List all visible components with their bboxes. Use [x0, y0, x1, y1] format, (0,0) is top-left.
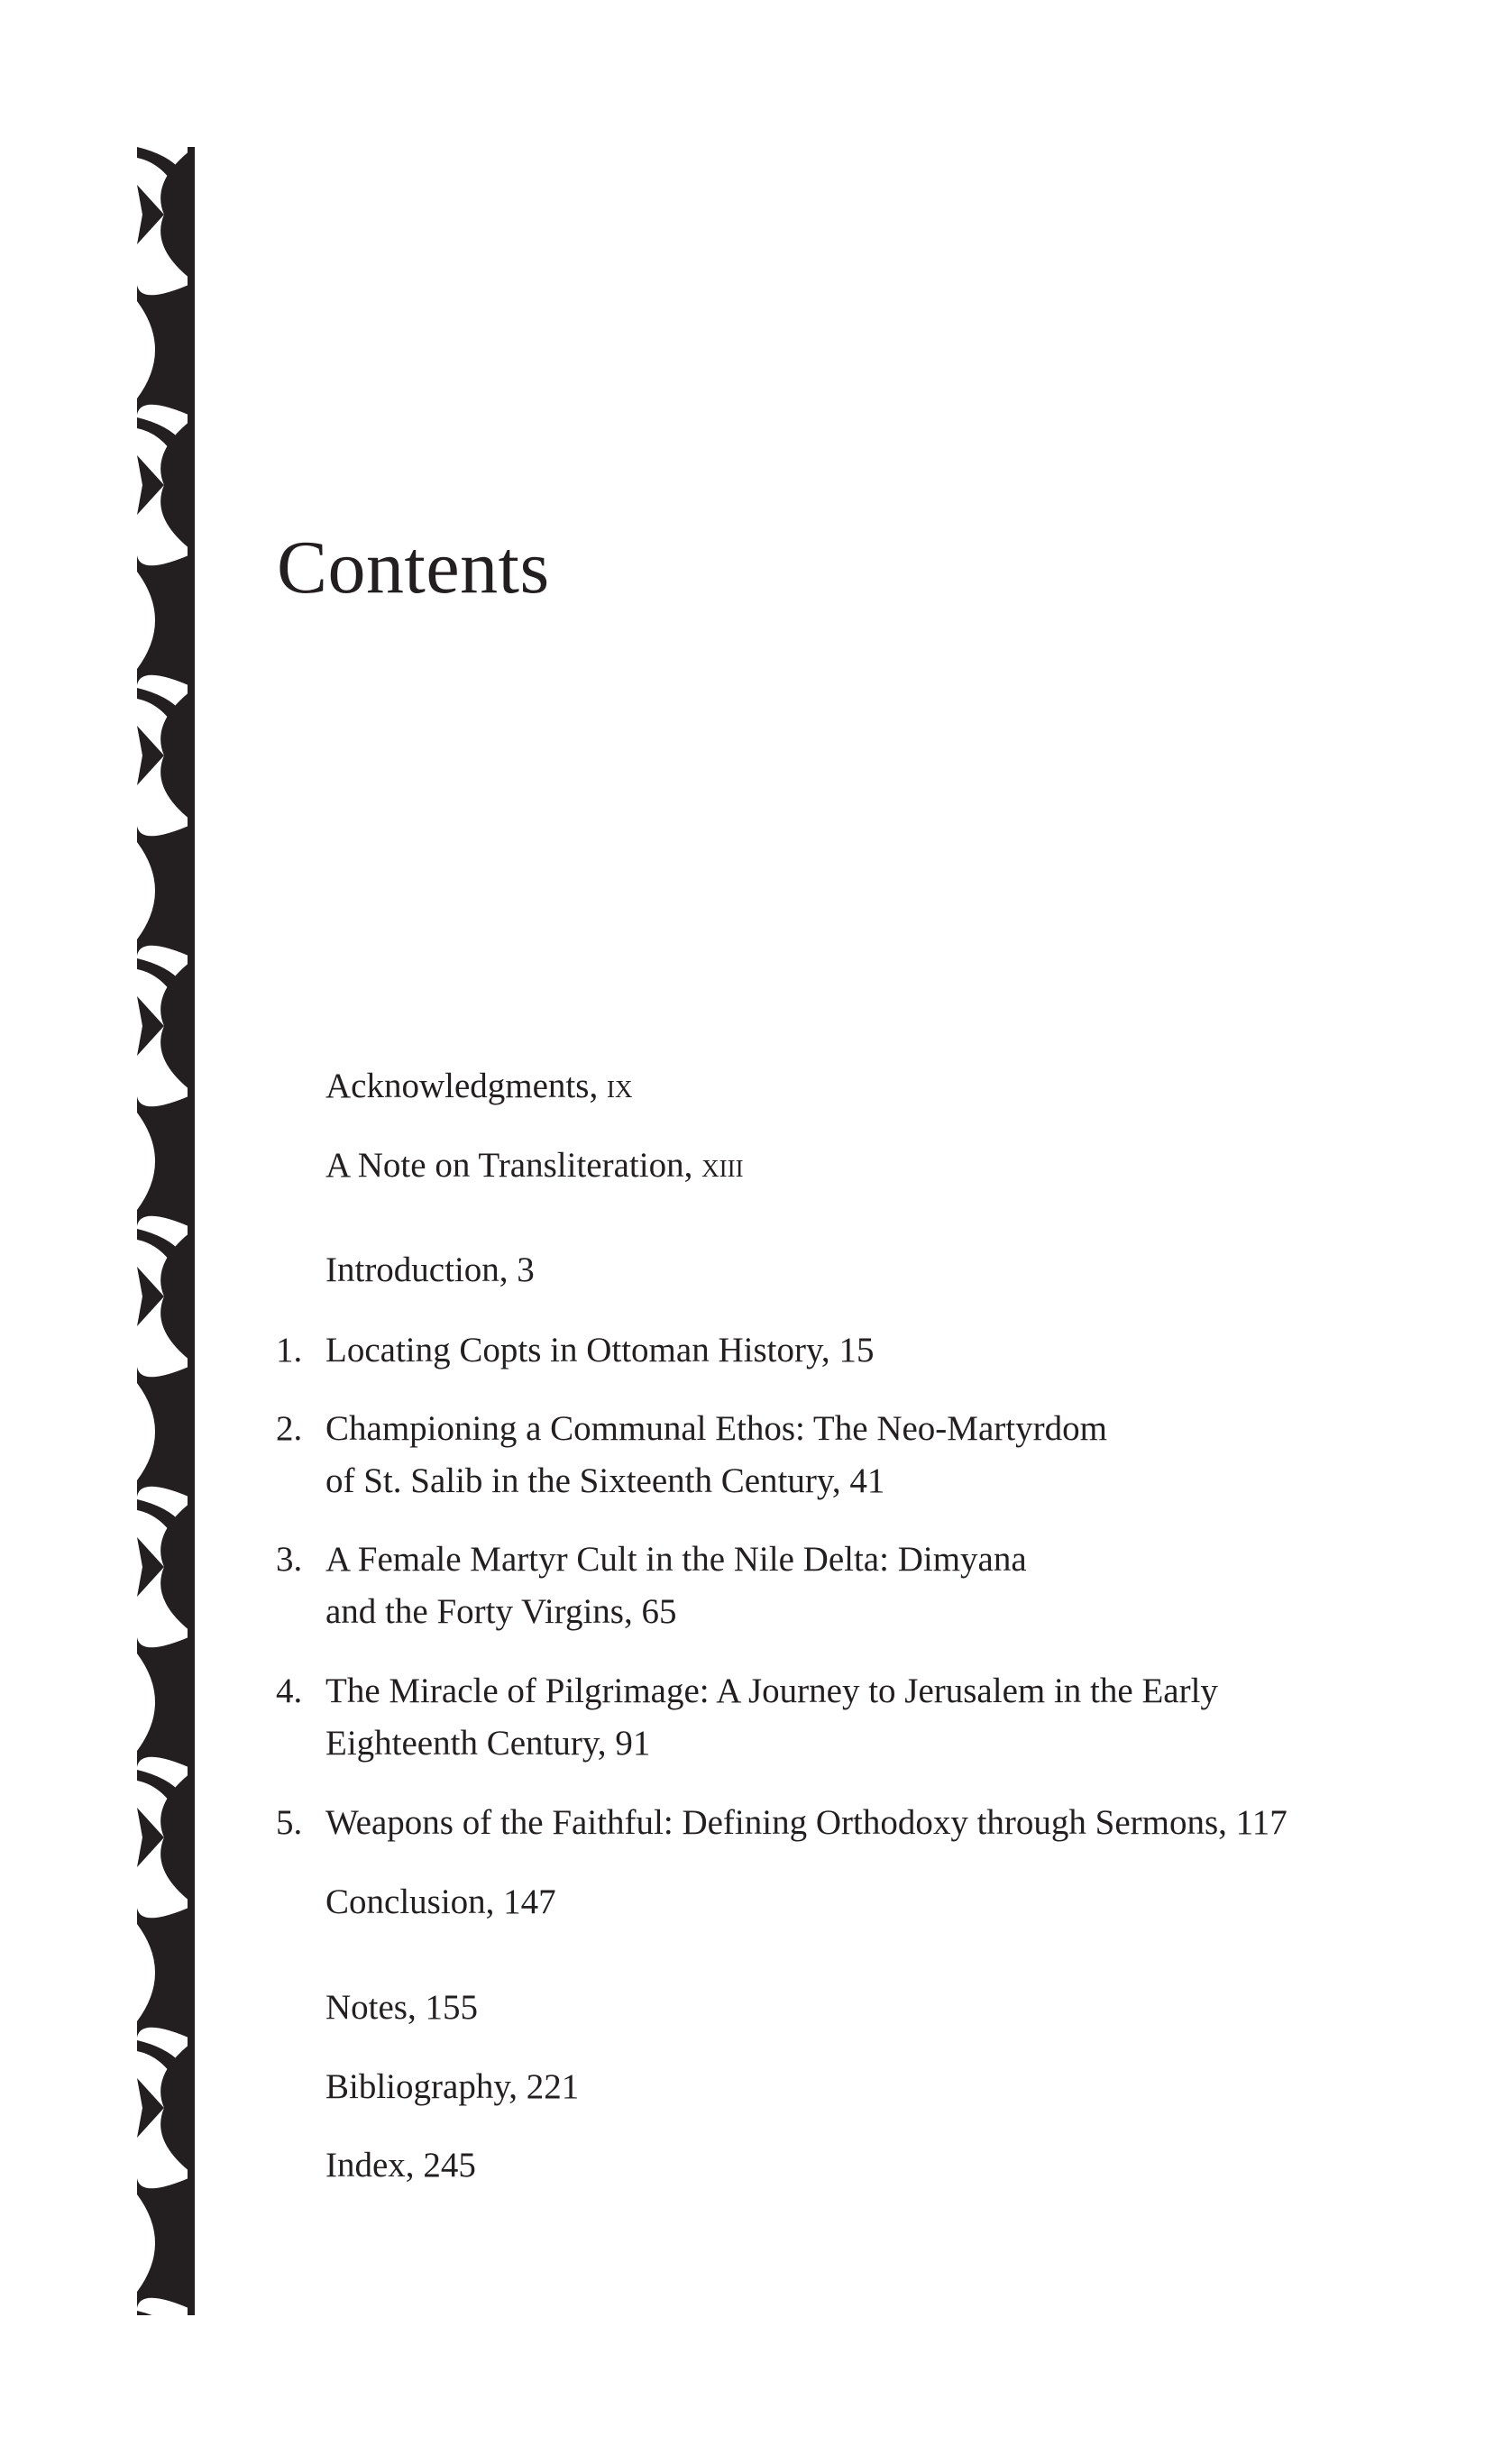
toc-entry-page: 91 — [615, 1724, 651, 1763]
toc-entry-index[interactable] — [325, 2139, 476, 2192]
toc-entry-page: xiii — [701, 1146, 744, 1185]
chapter-number: 2. — [276, 1409, 303, 1448]
toc-entry-title: Notes, — [325, 1988, 417, 2027]
toc-entry-title-line-2 — [325, 1586, 1027, 1638]
toc-entry-conclusion[interactable] — [325, 1876, 556, 1928]
toc-entry-page: 65 — [641, 1592, 677, 1631]
toc-entry-title: Introduction, — [325, 1250, 509, 1289]
toc-entry-chapter-1[interactable] — [276, 1324, 875, 1377]
toc-entry-page: 3 — [517, 1250, 535, 1289]
toc-entry-chapter-3[interactable] — [276, 1534, 1027, 1638]
toc-entry-title: Locating Copts in Ottoman History, — [325, 1331, 830, 1369]
toc-entry-title-line-2 — [325, 1455, 1107, 1507]
chapter-number: 1. — [276, 1331, 303, 1369]
toc-entry-page: 221 — [526, 2067, 580, 2106]
toc-entry-page: 245 — [423, 2146, 476, 2185]
toc-entry-title: Bibliography, — [325, 2067, 518, 2106]
toc-entry-page: ix — [606, 1067, 633, 1105]
toc-entry-acknowledgments[interactable] — [325, 1060, 632, 1113]
toc-entry-transliteration[interactable] — [325, 1140, 744, 1192]
toc-entry-title: Conclusion, — [325, 1882, 495, 1921]
toc-entry-title-line-2 — [325, 1717, 1218, 1770]
toc-entry-page: 15 — [838, 1331, 875, 1369]
toc-entry-title-line-2-text: of St. Salib in the Sixteenth Century, — [325, 1461, 841, 1500]
page-title: Contents — [277, 526, 550, 609]
toc-entry-title: Acknowledgments, — [325, 1067, 599, 1105]
toc-entry-page: 155 — [425, 1988, 478, 2027]
chapter-number: 5. — [276, 1803, 303, 1842]
toc-entry-title: Index, — [325, 2146, 415, 2185]
toc-entry-title-line-2-text: Eighteenth Century, — [325, 1724, 607, 1763]
toc-entry-chapter-5[interactable] — [276, 1797, 1287, 1849]
toc-entry-notes[interactable] — [325, 1982, 478, 2034]
chapter-number: 3. — [276, 1540, 303, 1579]
toc-entry-title-line-1: The Miracle of Pilgrimage: A Journey to Jerusalem in the Early — [325, 1672, 1218, 1710]
chapter-number: 4. — [276, 1672, 303, 1710]
toc-entry-title-line-1: A Female Martyr Cult in the Nile Delta: Dimyana — [325, 1540, 1027, 1579]
toc-entry-introduction[interactable] — [325, 1244, 535, 1296]
toc-entry-title-line-1: Championing a Communal Ethos: The Neo-Martyrdom — [325, 1409, 1107, 1448]
toc-entry-title: Weapons of the Faithful: Defining Orthodoxy through Sermons, — [325, 1803, 1227, 1842]
toc-entry-page: 117 — [1235, 1803, 1287, 1842]
toc-entry-chapter-4[interactable] — [276, 1665, 1218, 1770]
toc-entry-page: 147 — [503, 1882, 556, 1921]
toc-entry-page: 41 — [849, 1461, 885, 1500]
toc-entry-chapter-2[interactable] — [276, 1403, 1107, 1507]
toc-entry-title-line-2-text: and the Forty Virgins, — [325, 1592, 633, 1631]
toc-entry-bibliography[interactable] — [325, 2061, 579, 2113]
toc-entry-title: A Note on Transliteration, — [325, 1146, 693, 1185]
